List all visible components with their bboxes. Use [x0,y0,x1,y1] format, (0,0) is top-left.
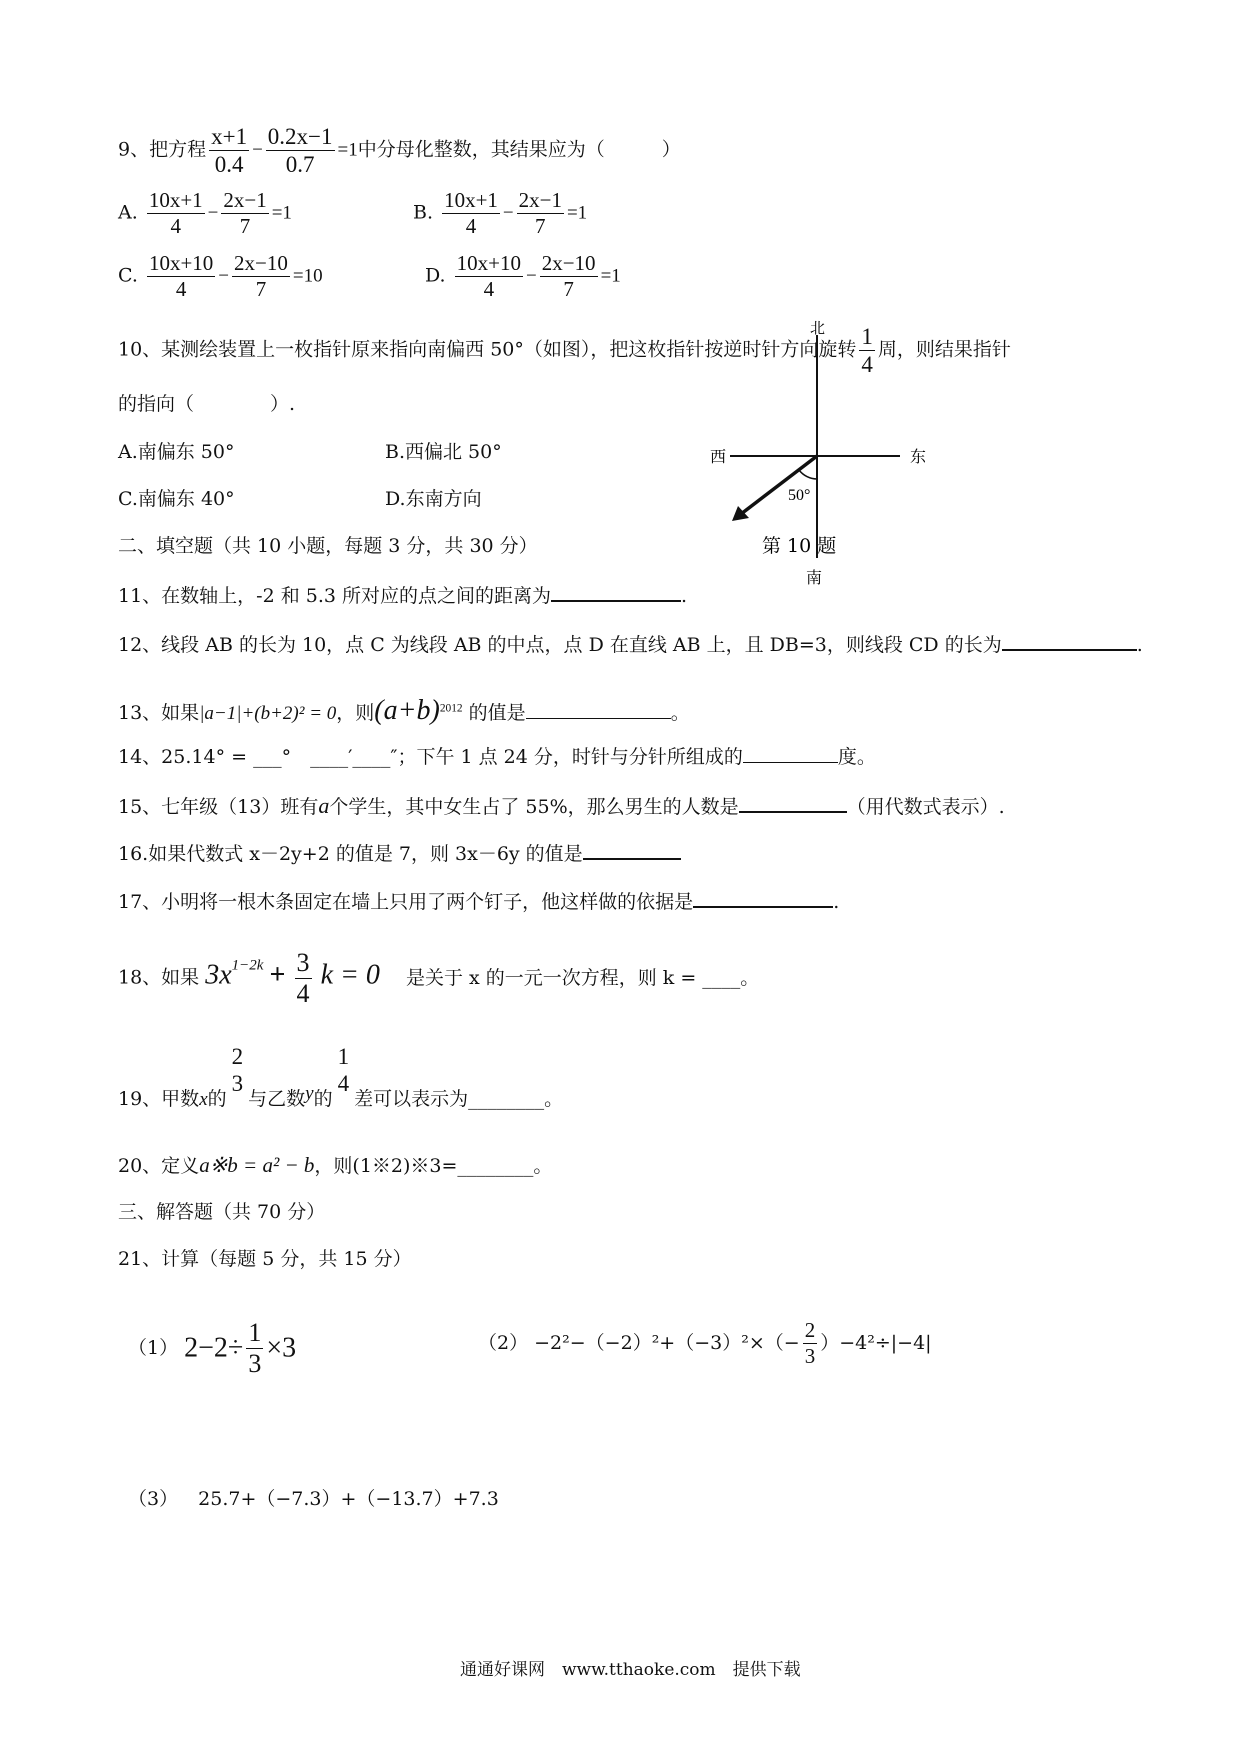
q21-part-1: （1） 2−2÷ $\frac{1}{3}$ ×3 [128,1318,297,1378]
q18: 18、如果 $3x^{1-2k}$ + $\frac{3}{4}$ k = 0 是关于 x 的一元一次方程，则 k = ____。 [118,948,760,1008]
q9-b-frac2: $\frac{2x-1}{7}$ [518,188,562,238]
section-2-heading: 二、填空题（共 10 小题，每题 3 分，共 30 分） [118,535,538,557]
q9-option-b: B. $\frac{10x+1}{4}$ − $\frac{2x-1}{7}$ =1 [413,188,588,238]
q9-fraction-2: $\frac{0.2x-1}{0.7}$ [267,124,333,177]
q9-a-frac1: $\frac{10x+1}{4}$ [148,188,203,238]
q9-a-frac2: $\frac{2x-1}{7}$ [223,188,267,238]
q9-fraction-1: $\frac{x+1}{0.4}$ [211,124,248,177]
q9-option-a: A. $\frac{10x+1}{4}$ − $\frac{2x-1}{7}$ =1 [118,188,292,238]
q17-answer-blank[interactable] [693,905,833,908]
q11: 11、在数轴上，-2 和 5.3 所对应的点之间的距离为 . [118,585,688,607]
q14: 14、25.14° = ___° ____′____″；下午 1 点 24 分，时针与分针所组成的 度。 [118,746,876,768]
q20: 20、定义a※b = a² − b，则(1※2)※3=________。 [118,1153,553,1177]
east-label: 东 [910,447,927,466]
q9-option-c: C. $\frac{10x+10}{4}$ − $\frac{2x-10}{7}$ =10 [118,251,323,301]
q9-c-frac2: $\frac{2x-10}{7}$ [234,251,288,301]
pointer-arrow [741,456,817,514]
q21-p1-fraction: $\frac{1}{3}$ [248,1318,262,1378]
q19-fraction-1: 2 3 [231,1044,244,1096]
q15: 15、七年级（13）班有a个学生，其中女生占了 55%，那么男生的人数是 （用代数式表示）. [118,793,1005,818]
q13: 13、如果|a−1|+(b+2)² = 0，则$(a+b)^{2012}$ 的值是 。 [118,695,690,726]
q9-d-frac1: $\frac{10x+10}{4}$ [456,251,521,301]
q9-c-frac1: $\frac{10x+10}{4}$ [148,251,214,301]
q18-fraction: $\frac{3}{4}$ [296,948,310,1008]
q10-line1: 10、某测绘装置上一枚指针原来指向南偏西 50°（如图），把这枚指针按逆时针方向旋转 $\frac{1}{4}$ 周，则结果指针 [118,324,1011,377]
q9-b-frac1: $\frac{10x+1}{4}$ [444,188,498,238]
north-label: 北 [810,319,826,337]
q10-option-b: B.西偏北 50° [385,441,502,463]
q10-line2: 的指向（ ）. [118,393,296,415]
q16-answer-blank[interactable] [583,857,681,860]
q10-option-c: C.南偏东 40° [118,488,235,510]
q19-fraction-2: 1 4 [337,1044,350,1096]
q12: 12、线段 AB 的长为 10，点 C 为线段 AB 的中点，点 D 在直线 AB 上，且 DB=3，则线段 CD 的长为 . [118,634,1143,656]
south-label: 南 [806,568,823,587]
angle-label: 50° [788,487,811,504]
q13-answer-blank[interactable] [526,717,671,719]
q10-option-d: D.东南方向 [385,488,482,510]
q9-option-d: D. $\frac{10x+10}{4}$ − $\frac{2x-10}{7}$ =1 [425,251,621,301]
q19: 19、甲数x的 2 3 与乙数y的 1 4 差可以表示为________。 [118,1044,564,1110]
q10-fraction: $\frac{1}{4}$ [861,324,873,377]
section-3-heading: 三、解答题（共 70 分） [118,1201,326,1223]
figure-caption: 第 10 题 [762,535,837,557]
q9-d-frac2: $\frac{2x-10}{7}$ [541,251,596,301]
q17: 17、小明将一根木条固定在墙上只用了两个钉子，他这样做的依据是 . [118,891,840,913]
q21-title: 21、计算（每题 5 分，共 15 分） [118,1248,412,1270]
q21-part-2: （2） −2²−（−2）²+（−3）²×（− $\frac{2}{3}$ ）−4²÷|−4| [478,1318,932,1368]
q14-answer-blank[interactable] [743,761,838,763]
q10-option-a: A.南偏东 50° [118,441,235,463]
q9-stem: 9、把方程 $\frac{x+1}{0.4}$ − $\frac{0.2x-1}{0.7}$ =1中分母化整数，其结果应为（ ） [118,124,681,177]
angle-arc [799,470,817,479]
q16: 16.如果代数式 x－2y+2 的值是 7，则 3x－6y 的值是 [118,845,681,864]
west-label: 西 [710,447,727,466]
q12-answer-blank[interactable] [1002,648,1137,651]
q15-answer-blank[interactable] [739,810,847,813]
q11-answer-blank[interactable] [551,599,681,602]
q21-part-3: （3） 25.7+（−7.3）+（−13.7）+7.3 [128,1488,499,1510]
q21-p2-fraction: $\frac{2}{3}$ [804,1318,816,1368]
compass-figure [700,319,960,590]
page-footer: 通通好课网 www.tthaoke.com 提供下载 [460,1660,801,1680]
